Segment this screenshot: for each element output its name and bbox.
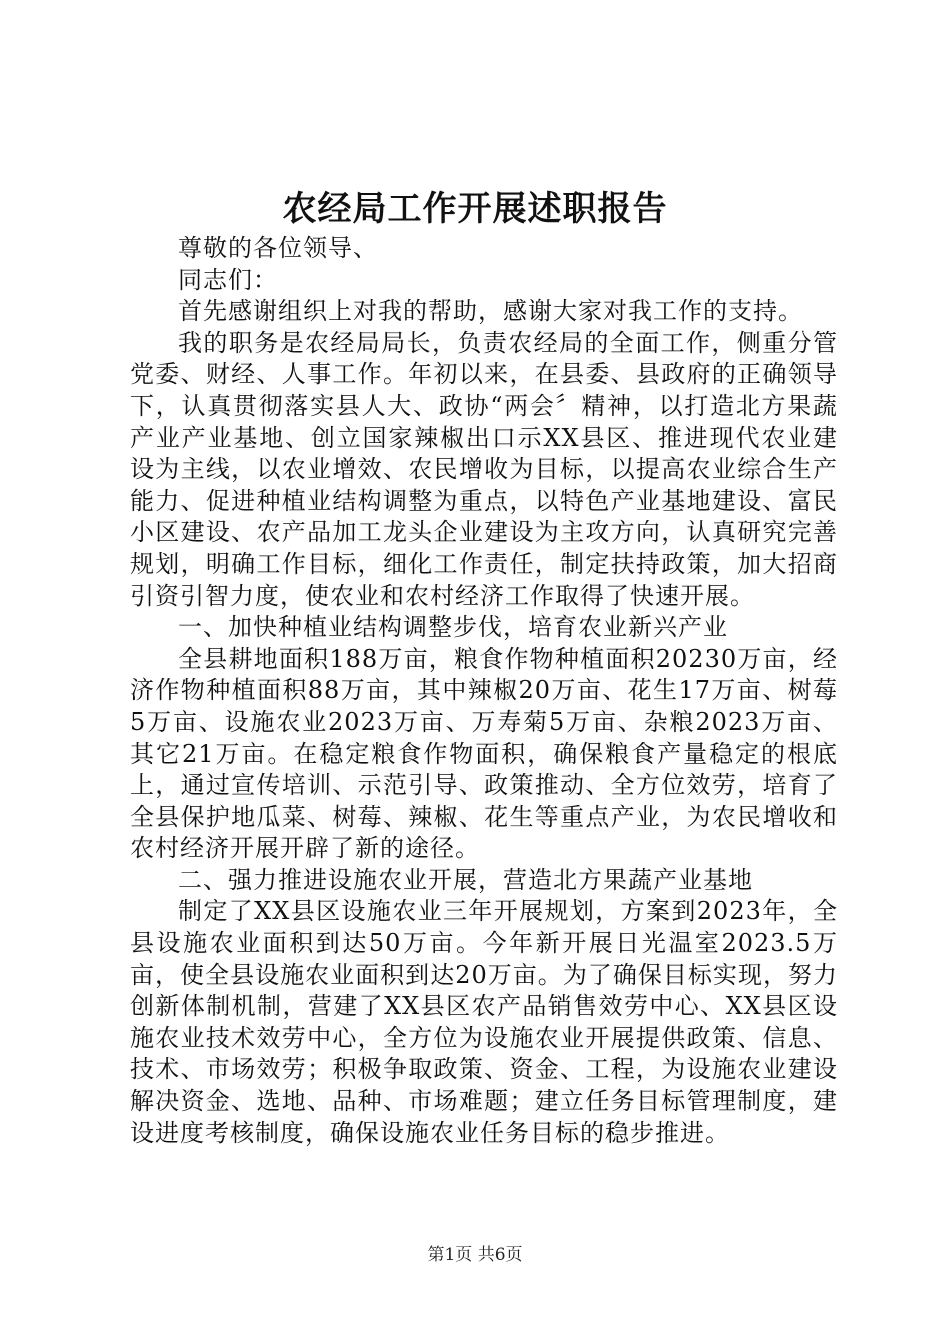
body-paragraph: 我的职务是农经局局长，负责农经局的全面工作，侧重分管党委、财经、人事工作。年初以来，在县委、县政府的正确领导下，认真贯彻落实县人大、政协“两会〞精神，以打造北方果蔬产业产业基地、创立国家辣椒出口示XX县区、推进现代农业建设为主线，以农业增效、农民增收为目标，以提高农业综合生产能力、促进种植业结构调整为重点，以特色产业基地建设、富民小区建设、农产品加工龙头企业建设为主攻方向，认真研究完善规划，明确工作目标，细化工作责任，制定扶持政策，加大招商引资引智力度，使农业和农村经济工作取得了快速开展。 [130, 328, 838, 610]
body-paragraph: 制定了XX县区设施农业三年开展规划，方案到2023年，全县设施农业面积到达50万亩。今年新开展日光温室2023.5万亩，使全县设施农业面积到达20万亩。为了确保目标实现，努力创新体制机制，营建了XX县区农产品销售效劳中心、XX县区设施农业技术效劳中心，全方位为设施农业开展提供政策、信息、技术、市场效劳；积极争取政策、资金、工程，为设施农业建设解决资金、选地、品种、市场难题；建立任务目标管理制度，建设进度考核制度，确保设施农业任务目标的稳步推进。 [130, 897, 838, 1147]
body-paragraph: 首先感谢组织上对我的帮助，感谢大家对我工作的支持。 [178, 297, 803, 326]
page-number-footer: 第1页 共6页 [427, 1245, 523, 1265]
document-title: 农经局工作开展述职报告 [282, 189, 668, 229]
salutation-line: 同志们： [178, 265, 278, 294]
salutation-line: 尊敬的各位领导、 [178, 234, 378, 262]
section-heading: 二、强力推进设施农业开展，营造北方果蔬产业基地 [178, 865, 753, 894]
body-paragraph: 全县耕地面积188万亩，粮食作物种植面积20230万亩，经济作物种植面积88万亩，其中辣椒20万亩、花生17万亩、树莓5万亩、设施农业2023万亩、万寿菊5万亩、杂粮2023万亩、其它21万亩。在稳定粮食作物面积，确保粮食产量稳定的根底上，通过宣传培训、示范引导、政策推动、全方位效劳，培育了全县保护地瓜菜、树莓、辣椒、花生等重点产业，为农民增收和农村经济开展开辟了新的途径。 [130, 644, 838, 863]
document-body [130, 233, 838, 1149]
section-heading: 一、加快种植业结构调整步伐，培育农业新兴产业 [178, 613, 728, 642]
